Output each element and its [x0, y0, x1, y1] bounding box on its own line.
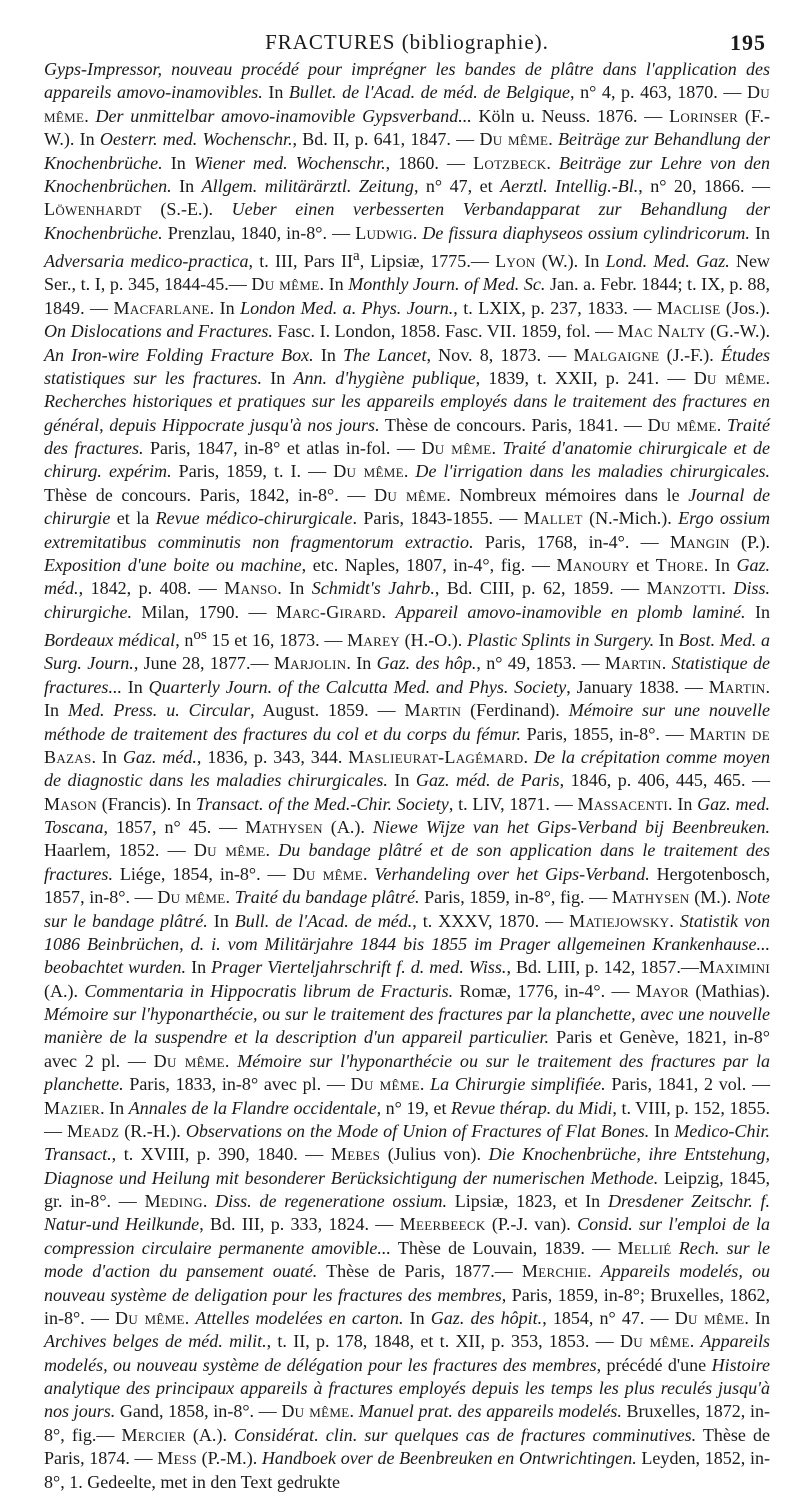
- author-name-run: Du même: [350, 1074, 420, 1095]
- author-name-run: Du même: [292, 863, 363, 884]
- text-run: (G.-W.).: [705, 321, 770, 342]
- text-run: (A.).: [322, 817, 373, 838]
- author-name-run: Meerbeeck: [399, 1214, 486, 1235]
- italic-run: Bullet. de l'Acad. de méd. de Belgique: [288, 82, 571, 103]
- text-run: (P.-M.).: [196, 1448, 262, 1469]
- superscript-run: os: [193, 627, 207, 644]
- italic-run: Histoire analytique des principaux appareils à fractures employés depuis les temps les plus reculés jusqu'à nos jours.: [44, 1354, 770, 1422]
- italic-run: Appareils modelés, ou nouveau système de deligation pour les fractures des membres: [44, 1261, 770, 1305]
- italic-run: Attelles modelées en carton.: [195, 1307, 404, 1328]
- author-name-run: Du même: [619, 1331, 690, 1352]
- text-run: .: [202, 1191, 216, 1212]
- author-name-run: Löwenhardt: [44, 199, 142, 220]
- italic-run: Ergo ossium extremitatibus comminutis non fragmentorum extractio.: [44, 508, 771, 552]
- text-run: Prenzlau, 1840, in-8°. —: [162, 222, 356, 243]
- text-run: In: [403, 1307, 431, 1328]
- text-run: Thèse de Paris, 1877.—: [317, 1261, 522, 1282]
- author-name-run: Du même: [479, 129, 549, 150]
- italic-run: Oesterr. med. Wochenschr.: [99, 129, 293, 150]
- italic-run: Gyps-Impressor, nouveau procédé pour imprégner les bandes de plâtre dans l'application des appareils amovo-inamovibles.: [44, 59, 770, 103]
- author-name-run: Du même: [693, 367, 766, 388]
- italic-run: Appareil amovo-inamovible en plomb laminé.: [395, 601, 746, 622]
- italic-run: De l'irrigation dans les maladies chirurgicales.: [415, 461, 771, 482]
- italic-run: De la crépitation comme moyen de diagnostic dans les maladies chirurgicales.: [44, 746, 770, 791]
- author-name-run: Thore: [655, 554, 704, 575]
- author-name-run: Du même: [374, 484, 447, 505]
- text-run: , 1846, p. 406, 445, 465. —: [559, 770, 770, 791]
- text-run: Thèse de Paris, 1874. —: [44, 1424, 771, 1469]
- text-run: , n: [175, 630, 194, 651]
- text-run: , t. XXXV, 1870. —: [412, 910, 570, 931]
- text-run: . In: [346, 653, 377, 674]
- running-head-title: FRACTURES (bibliographie).: [265, 30, 549, 54]
- text-run: (M.).: [689, 887, 736, 908]
- text-run: In: [121, 676, 149, 697]
- text-run: .: [265, 840, 279, 861]
- text-run: Haarlem, 1852. —: [44, 840, 194, 861]
- text-run: , June 28, 1877.—: [133, 653, 274, 674]
- text-run: et la: [110, 508, 156, 529]
- text-run: . In: [209, 297, 241, 318]
- text-run: (N.-Mich.).: [582, 508, 679, 529]
- italic-run: Lond. Med. Gaz.: [605, 251, 730, 272]
- author-name-run: Lyon: [495, 251, 536, 272]
- text-run: .: [362, 863, 375, 884]
- text-run: .: [546, 152, 560, 173]
- italic-run: On Dislocations and Fractures.: [44, 321, 273, 342]
- text-run: . In: [703, 554, 737, 575]
- text-run: In: [387, 770, 416, 791]
- text-run: Thèse de concours. Paris, 1841. —: [379, 414, 648, 435]
- author-name-run: Lotzbeck: [473, 152, 547, 173]
- text-run: In: [262, 82, 289, 103]
- text-run: , n° 47, et: [413, 175, 501, 196]
- italic-run: Gaz. des hôpit.: [430, 1307, 543, 1328]
- text-run: , Bd. II, p. 641, 1847. —: [292, 129, 480, 150]
- text-run: , January 1838. —: [566, 676, 709, 697]
- italic-run: Die Knochenbrüche, ihre Entstehung, Diagnose und Heilung mit besonderer Berücksichtigung der numerischen Methode.: [44, 1144, 771, 1188]
- text-run: .: [224, 1050, 238, 1071]
- text-run: Paris, 1859, in-8°, fig. —: [419, 887, 612, 908]
- text-run: . Nombreux mémoires dans le: [446, 484, 689, 505]
- text-run: (Francis). In: [96, 793, 196, 814]
- text-run: . In: [319, 274, 349, 295]
- author-name-run: Lorinser: [669, 105, 739, 126]
- author-name-run: Du même: [251, 274, 320, 295]
- text-run: (J.-F.).: [659, 344, 721, 365]
- italic-run: De fissura diaphyseos ossium cylindricorum.: [422, 222, 750, 243]
- text-run: Leipzig, 1845, gr. in-8°. —: [44, 1167, 770, 1212]
- text-run: . Paris, 1843-1855. —: [352, 508, 524, 529]
- italic-run: The Lancet: [343, 344, 427, 365]
- text-run: .: [381, 601, 396, 622]
- text-run: .: [84, 105, 96, 126]
- text-run: In: [261, 367, 294, 388]
- italic-run: Gaz. méd. de Paris: [415, 770, 560, 791]
- author-name-run: Marjolin: [273, 653, 347, 674]
- text-run: , t. III, Pars II: [248, 251, 354, 272]
- italic-run: Commentaria in Hippocratis librum de Fracturis.: [84, 980, 454, 1001]
- italic-run: Études statistiques sur les fractures.: [44, 344, 771, 388]
- author-name-run: Du même: [153, 1050, 225, 1071]
- author-name-run: Martin: [708, 676, 766, 697]
- text-run: , t. LXIX, p. 237, 1833. —: [453, 297, 657, 318]
- text-run: , 1860. —: [385, 152, 474, 173]
- text-run: Leyden, 1852, in-8°, 1. Gedeelte, met in den Text gedrukte: [44, 1448, 770, 1492]
- italic-run: An Iron-wire Folding Fracture Box.: [44, 344, 314, 365]
- text-run: , n° 4, p. 463, 1870. —: [570, 82, 747, 103]
- italic-run: Rech. sur le mode d'action du pansement ouaté.: [44, 1237, 770, 1282]
- italic-run: Considérat. clin. sur quelques cas de fractures comminutives.: [234, 1424, 697, 1445]
- text-run: Thèse de Louvain, 1839. —: [390, 1237, 618, 1258]
- italic-run: Revue médico-chirurgicale: [155, 508, 353, 529]
- text-run: (P.-J. van).: [485, 1214, 578, 1235]
- italic-run: Revue thérap. du Midi: [451, 1097, 613, 1118]
- text-run: In: [171, 175, 202, 196]
- italic-run: Manuel prat. des appareils modelés.: [358, 1401, 622, 1422]
- text-run: 15 et 16, 1873. —: [206, 630, 348, 651]
- text-run: (A.).: [44, 980, 85, 1001]
- italic-run: Beiträge zur Behandlung der Knochenbrüche.: [44, 129, 771, 173]
- text-run: . In: [91, 746, 123, 767]
- author-name-run: Merchie: [521, 1261, 587, 1282]
- text-run: In: [186, 957, 212, 978]
- text-run: (Julius von).: [380, 1144, 489, 1165]
- italic-run: Gaz. med. Toscana: [44, 793, 770, 838]
- text-run: New Ser., t. I, p. 345, 1844-45.—: [44, 251, 770, 295]
- italic-run: Gaz. méd.: [122, 746, 197, 767]
- author-name-run: Martin: [404, 700, 462, 721]
- text-run: , Paris, 1859, in-8°; Bruxelles, 1862, in-8°. —: [44, 1284, 771, 1328]
- text-run: , August. 1859. —: [250, 700, 405, 721]
- text-run: , t. VIII, p. 152, 1855. —: [44, 1097, 770, 1141]
- text-run: (Mathias).: [689, 980, 770, 1001]
- italic-run: Consid. sur l'emploi de la compression circulaire permanente amovible...: [44, 1214, 770, 1258]
- text-run: Fasc. I. London, 1858. Fasc. VII. 1859, fol. —: [272, 321, 618, 342]
- text-run: Romæ, 1776, in-4°. —: [453, 980, 636, 1001]
- text-run: , t. XVIII, p. 390, 1840. —: [111, 1144, 331, 1165]
- text-run: .: [586, 1261, 601, 1282]
- author-name-run: Marey: [347, 630, 400, 651]
- italic-run: Verhandeling over het Gips-Verband.: [374, 863, 650, 884]
- italic-run: Beiträge zur Lehre von den Knochenbrüchen.: [44, 152, 770, 196]
- italic-run: Du bandage plâtré et de son application dans le traitement des fractures.: [44, 840, 770, 884]
- text-run: .: [523, 746, 534, 767]
- text-run: In: [745, 601, 770, 622]
- text-run: Paris, 1841, 2 vol. —: [605, 1074, 771, 1095]
- italic-run: Allgem. militärärztl. Zeitung: [201, 175, 414, 196]
- text-run: . In: [668, 793, 698, 814]
- text-run: , t. LIV, 1871. —: [448, 793, 578, 814]
- author-name-run: Martin: [604, 653, 662, 674]
- italic-run: Quarterly Journ. of the Calcutta Med. and Phys. Society: [148, 676, 567, 697]
- text-run: In: [313, 344, 344, 365]
- text-run: , Bd. III, p. 333, 1824. —: [199, 1214, 400, 1235]
- text-run: Hergotenbosch, 1857, in-8°. —: [44, 863, 770, 908]
- italic-run: Statistik von 1086 Beinbrüchen, d. i. vom Militärjahre 1844 bis 1855 im Prager allgemeinen Krankenhause... beobachtet wurden.: [44, 910, 770, 978]
- text-run: .: [689, 1331, 701, 1352]
- italic-run: Traité d'anatomie chirurgicale et de chirurg. expérim.: [44, 438, 770, 482]
- author-name-run: Du même: [115, 1307, 185, 1328]
- italic-run: Ueber einen verbesserten Verbandapparat zur Behandlung der Knochenbrüche.: [44, 199, 770, 243]
- author-name-run: Massacenti: [577, 793, 669, 814]
- italic-run: Med. Press. u. Circular: [67, 700, 251, 721]
- italic-run: Recherches historiques et pratiques sur les appareils employés dans le traitement des fractures en général, depuis Hippocrate jusqu'à nos jours.: [44, 391, 770, 435]
- text-run: , 1836, p. 343, 344.: [196, 746, 349, 767]
- italic-run: Archives belges de méd. milit.: [44, 1331, 267, 1352]
- author-name-run: Mason: [44, 793, 97, 814]
- italic-run: Observations on the Mode of Union of Fractures of Flat Bones.: [185, 1120, 650, 1141]
- text-run: .: [491, 438, 503, 459]
- author-name-run: Maslieurat-Lagémard: [348, 746, 524, 767]
- text-run: et: [629, 554, 656, 575]
- text-run: , 1854, n° 47. —: [542, 1307, 675, 1328]
- text-run: .: [669, 910, 680, 931]
- italic-run: Plastic Splints in Surgery.: [466, 630, 655, 651]
- author-name-run: Macfarlane: [113, 297, 210, 318]
- italic-run: Mémoire sur l'hyponarthécie ou sur le traitement des fractures par la planchette.: [44, 1050, 770, 1095]
- text-run: (F.-W.). In: [44, 105, 770, 150]
- text-run: (A.).: [185, 1424, 235, 1445]
- italic-run: Handboek over de Beenbreuken en Ontwrichtingen.: [261, 1448, 637, 1469]
- text-run: (Jos.).: [720, 297, 771, 318]
- text-run: .: [412, 222, 423, 243]
- italic-run: Prager Vierteljahrschrift f. d. med. Wiss.: [211, 957, 507, 978]
- author-name-run: Mayor: [635, 980, 690, 1001]
- author-name-run: Mac Nalty: [617, 321, 706, 342]
- text-run: Paris et Genève, 1821, in-8° avec 2 pl. —: [44, 1027, 770, 1071]
- italic-run: Ann. d'hygiène publique: [293, 367, 476, 388]
- italic-run: Gaz. des hôp.: [376, 653, 477, 674]
- text-run: Bruxelles, 1872, in-8°, fig.—: [44, 1401, 770, 1445]
- text-run: . In: [100, 1097, 129, 1118]
- text-run: Jan. a. Febr. 1844; t. IX, p. 88, 1849. —: [44, 274, 770, 318]
- text-run: , n° 49, 1853. —: [476, 653, 605, 674]
- text-run: In: [749, 222, 771, 243]
- text-run: .: [225, 887, 235, 908]
- text-run: . In: [744, 1307, 770, 1328]
- author-name-run: Du même: [193, 840, 266, 861]
- bibliography-text: [44, 58, 770, 1494]
- text-run: Liége, 1854, in-8°. —: [112, 863, 293, 884]
- text-run: , Lipsiæ, 1775.—: [359, 251, 496, 272]
- text-run: .: [716, 414, 727, 435]
- text-run: , 1839, t. XXII, p. 241. —: [475, 367, 694, 388]
- text-run: . In: [44, 676, 771, 721]
- italic-run: Wiener med. Wochenschr.: [193, 152, 386, 173]
- author-name-run: Du même: [421, 438, 492, 459]
- text-run: .: [765, 367, 770, 388]
- text-run: (Ferdinand).: [461, 700, 569, 721]
- italic-run: Monthly Journ. of Med. Sc.: [348, 274, 546, 295]
- italic-run: Exposition d'une boite ou machine: [44, 554, 302, 575]
- text-run: Milan, 1790. —: [131, 601, 276, 622]
- text-run: Paris, 1859, t. I. —: [171, 461, 334, 482]
- text-run: .: [403, 461, 416, 482]
- text-run: , précédé d'une: [596, 1354, 712, 1375]
- text-run: .: [721, 578, 734, 599]
- text-run: , t. II, p. 178, 1848, et t. XII, p. 353, 1853. —: [266, 1331, 620, 1352]
- author-name-run: Mangin: [669, 531, 730, 552]
- author-name-run: Mazier: [44, 1097, 101, 1118]
- author-name-run: Du même: [44, 82, 770, 126]
- italic-run: La Chirurgie simplifiée.: [430, 1074, 606, 1095]
- author-name-run: Mathysen: [245, 817, 323, 838]
- author-name-run: Mebes: [330, 1144, 381, 1165]
- text-run: Paris, 1833, in-8° avec pl. —: [123, 1074, 351, 1095]
- text-run: , n° 19, et: [376, 1097, 452, 1118]
- text-run: Paris, 1855, in-8°. —: [520, 723, 690, 744]
- author-name-run: Maclise: [656, 297, 721, 318]
- text-run: .: [419, 1074, 431, 1095]
- text-run: , 1857, n° 45. —: [103, 817, 246, 838]
- text-run: [672, 1238, 679, 1258]
- text-run: Thèse de concours. Paris, 1842, in-8°. —: [44, 484, 375, 505]
- italic-run: Journal de chirurgie: [44, 484, 770, 529]
- author-name-run: Malgaigne: [573, 344, 660, 365]
- italic-run: Schmidt's Jahrb.: [311, 578, 435, 599]
- author-name-run: Mathysen: [611, 887, 690, 908]
- author-name-run: Maximini: [698, 957, 771, 978]
- italic-run: London Med. a. Phys. Journ.: [240, 297, 454, 318]
- author-name-run: Ludwig: [355, 222, 413, 243]
- author-name-run: Mess: [157, 1448, 197, 1469]
- text-run: .: [661, 653, 672, 674]
- author-name-run: Du même: [647, 414, 717, 435]
- text-run: In: [649, 1120, 675, 1141]
- author-name-run: Manso: [224, 578, 278, 599]
- text-run: Gand, 1858, in-8°. —: [115, 1401, 282, 1422]
- text-run: , Bd. LIII, p. 142, 1857.—: [506, 957, 699, 978]
- text-run: , n° 20, 1866. —: [638, 175, 770, 196]
- text-run: .: [349, 1401, 359, 1422]
- italic-run: Aerztl. Intellig.-Bl.: [500, 175, 639, 196]
- text-run: , etc. Naples, 1807, in-4°, fig. —: [301, 554, 557, 575]
- text-run: (S.-E.).: [141, 199, 232, 220]
- author-name-run: Marc-Girard: [275, 601, 382, 622]
- text-run: .: [184, 1307, 196, 1328]
- text-run: Paris, 1768, in-4°. —: [473, 531, 670, 552]
- text-run: In: [207, 910, 235, 931]
- italic-run: Mémoire sur l'hyponarthécie, ou sur le traitement des fractures par la planchette, avec une nouvelle manière de la suspendre et la description d'un appareil particulier.: [44, 1004, 770, 1048]
- superscript-run: a: [353, 248, 360, 264]
- text-run: In: [654, 630, 679, 651]
- text-run: . In: [277, 578, 312, 599]
- italic-run: Transact. of the Med.-Chir. Society: [195, 793, 449, 814]
- italic-run: Bost. Med. a Surg. Journ.: [44, 630, 771, 674]
- author-name-run: Manoury: [556, 554, 630, 575]
- italic-run: Appareils modelés, ou nouveau système de délégation pour les fractures des membres: [44, 1331, 770, 1375]
- italic-run: Medico-Chir. Transact.: [44, 1120, 770, 1165]
- text-run: (R.-H.).: [119, 1120, 186, 1141]
- italic-run: Dresdener Zeitschr. f. Natur-und Heilkunde: [44, 1191, 770, 1235]
- italic-run: Der unmittelbar amovo-inamovible Gypsverband...: [95, 105, 472, 126]
- italic-run: Diss. chirurgiche.: [44, 578, 770, 622]
- text-run: Paris, 1847, in-8° et atlas in-fol. —: [143, 438, 422, 459]
- italic-run: Note sur le bandage plâtré.: [44, 887, 770, 931]
- italic-run: Mémoire sur une nouvelle méthode de traitement des fractures du col et du corps du fémur.: [44, 700, 770, 744]
- author-name-run: Meding: [144, 1191, 203, 1212]
- author-name-run: Du même: [157, 887, 226, 908]
- text-run: (P.).: [729, 531, 771, 552]
- text-run: .: [548, 129, 558, 150]
- text-run: (W.). In: [535, 251, 606, 272]
- text-run: Lipsiæ, 1823, et In: [447, 1191, 608, 1212]
- text-run: In: [162, 152, 194, 173]
- running-head: [44, 18, 770, 58]
- author-name-run: Martin de Bazas: [44, 723, 770, 767]
- author-name-run: Mallet: [523, 508, 583, 529]
- italic-run: Statistique de fractures...: [44, 653, 771, 697]
- italic-run: Adversaria medico-practica: [44, 251, 249, 272]
- text-run: (H.-O.).: [400, 630, 467, 651]
- author-name-run: Mercier: [121, 1424, 186, 1445]
- author-name-run: Meadz: [67, 1120, 120, 1141]
- author-name-run: Du même: [674, 1307, 745, 1328]
- text-run: , Nov. 8, 1873. —: [426, 344, 574, 365]
- italic-run: Bordeaux médical: [44, 630, 176, 651]
- italic-run: Annales de la Flandre occidentale: [128, 1097, 377, 1118]
- italic-run: Niewe Wijze van het Gips-Verband bij Beenbreuken.: [372, 817, 770, 838]
- italic-run: Traité du bandage plâtré.: [234, 887, 420, 908]
- text-run: , Bd. CIII, p. 62, 1859. —: [434, 578, 647, 599]
- italic-run: Traité des fractures.: [44, 414, 770, 459]
- author-name-run: Du même: [281, 1401, 350, 1422]
- author-name-run: Du même: [333, 461, 404, 482]
- italic-run: Gaz. méd.: [44, 554, 771, 599]
- author-name-run: Matiejowsky: [569, 910, 670, 931]
- author-name-run: Mellié: [617, 1237, 672, 1258]
- italic-run: Bull. de l'Acad. de méd.: [234, 910, 413, 931]
- page-number: 195: [730, 30, 766, 55]
- text-run: Köln u. Neuss. 1876. —: [471, 105, 670, 126]
- italic-run: Diss. de regeneratione ossium.: [215, 1191, 448, 1212]
- text-run: , 1842, p. 408. —: [78, 578, 225, 599]
- author-name-run: Manzotti: [646, 578, 722, 599]
